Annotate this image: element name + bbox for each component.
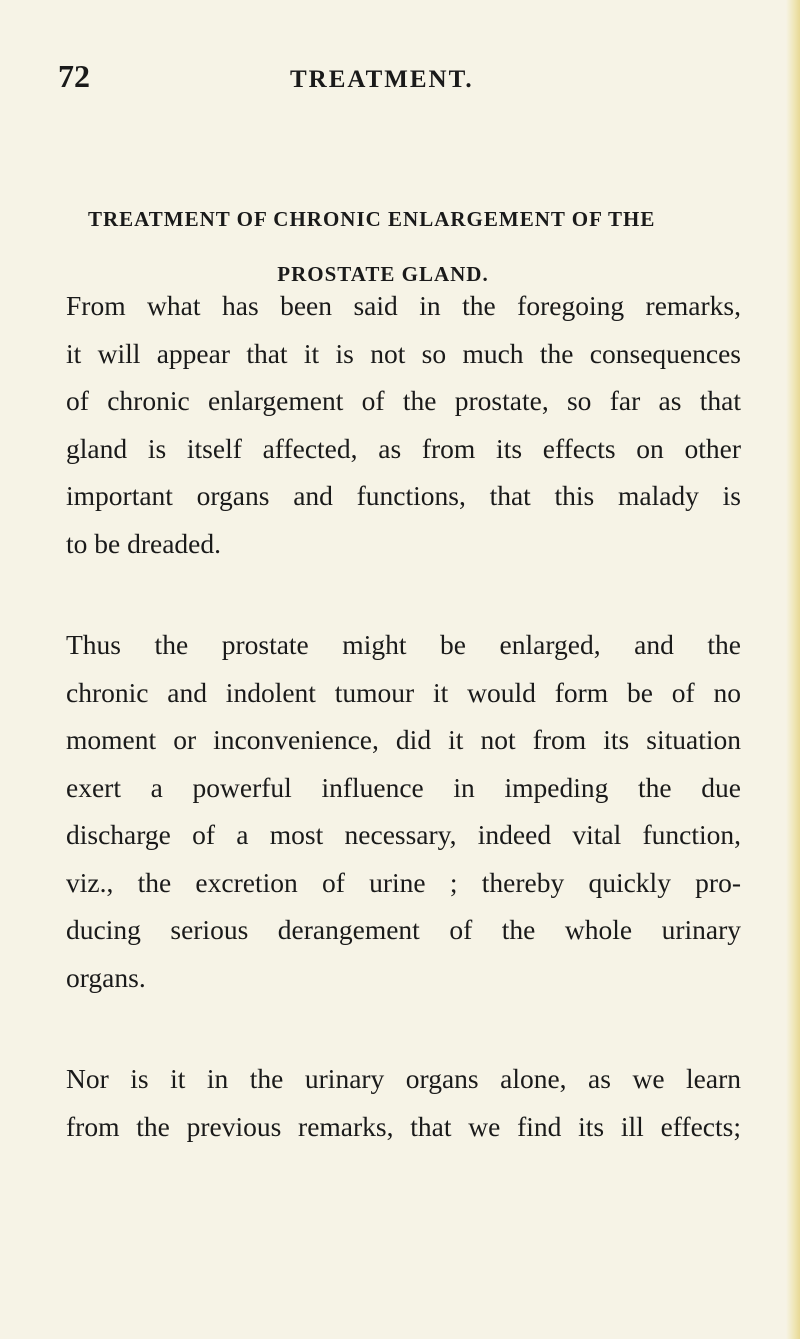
text-line: From what has been said in the foregoing remarks, xyxy=(66,290,741,321)
text-line: gland is itself affected, as from its effects on other xyxy=(66,432,741,464)
text-line: ducing serious derangement of the whole urinary xyxy=(66,914,741,945)
text-line: organs. xyxy=(66,961,146,993)
paragraph-1 xyxy=(66,282,741,567)
section-title-line: PROSTATE GLAND. xyxy=(277,262,489,286)
page-number: 72 xyxy=(58,58,90,94)
running-head: TREATMENT. xyxy=(290,66,474,93)
text-line: Thus the prostate might be enlarged, and the xyxy=(66,629,741,660)
text-line: of chronic enlargement of the prostate, so far as that xyxy=(66,385,741,416)
text-line: Nor is it in the urinary organs alone, as we learn xyxy=(66,1063,741,1094)
text-line: chronic and indolent tumour it would form be of no xyxy=(66,676,741,708)
text-line: it will appear that it is not so much the consequences xyxy=(66,337,741,369)
text-line: to be dreaded. xyxy=(66,527,221,559)
text-line: important organs and functions, that this malady is xyxy=(66,480,741,511)
text-line: exert a powerful influence in impeding the due xyxy=(66,771,741,803)
page-edge-shadow xyxy=(786,0,800,1339)
text-line: discharge of a most necessary, indeed vital function, xyxy=(66,819,741,850)
text-line: from the previous remarks, that we find its ill effects; xyxy=(66,1110,741,1142)
paragraph-2 xyxy=(66,621,741,1001)
text-line: moment or inconvenience, did it not from its situation xyxy=(66,724,741,755)
text-line: viz., the excretion of urine ; thereby quickly pro- xyxy=(66,866,741,898)
paragraph-3 xyxy=(66,1055,741,1150)
section-title-line: TREATMENT OF CHRONIC ENLARGEMENT OF THE xyxy=(88,207,656,231)
